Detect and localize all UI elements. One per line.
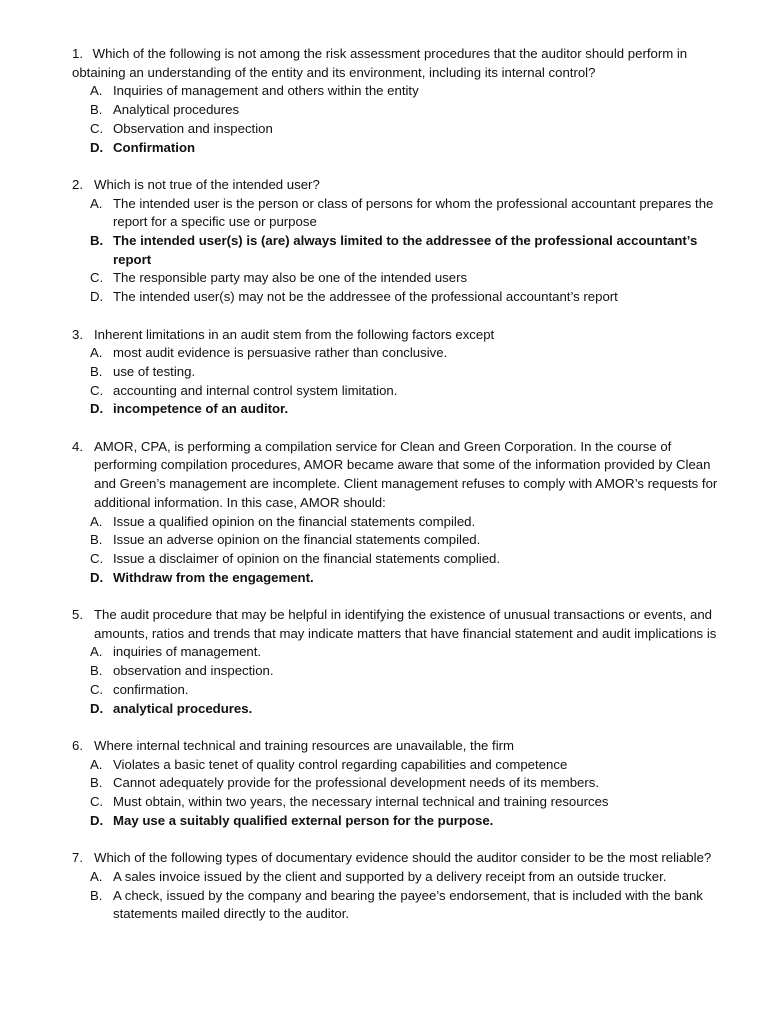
option-letter: C. bbox=[90, 120, 104, 136]
option-c bbox=[72, 382, 728, 401]
answer-options bbox=[72, 868, 728, 924]
question-stem bbox=[72, 326, 728, 345]
option-letter: B. bbox=[90, 887, 103, 903]
option-a bbox=[72, 82, 728, 101]
option-b-answer bbox=[72, 232, 728, 269]
option-letter: B. bbox=[90, 363, 103, 379]
option-letter: D. bbox=[90, 401, 104, 417]
question-4 bbox=[72, 438, 728, 588]
option-text: May use a suitably qualified external person for the purpose. bbox=[113, 812, 494, 828]
option-text: The responsible party may also be one of the intended users bbox=[113, 270, 468, 286]
option-text: observation and inspection. bbox=[113, 663, 274, 679]
answer-options bbox=[72, 344, 728, 419]
option-letter: C. bbox=[90, 794, 104, 810]
option-letter: C. bbox=[90, 681, 104, 697]
question-text: Where internal technical and training resources are unavailable, the firm bbox=[94, 737, 515, 753]
option-letter: D. bbox=[90, 569, 104, 585]
option-letter: C. bbox=[90, 382, 104, 398]
option-text: Cannot adequately provide for the professional development needs of its members. bbox=[113, 775, 600, 791]
option-text: Issue a disclaimer of opinion on the financial statements complied. bbox=[113, 550, 501, 566]
question-number: 2. bbox=[72, 176, 83, 192]
option-text: use of testing. bbox=[113, 363, 196, 379]
option-letter: D. bbox=[90, 700, 104, 716]
option-a bbox=[72, 868, 728, 887]
question-text: AMOR, CPA, is performing a compilation service for Clean and Green Corporation. In the course of performing compilation procedures, AMOR became aware that some of the information provided by Clean and Green’s management are incomplete. Client management refuses to comply with AMOR’s requests for additional information. In this case, AMOR should: bbox=[94, 438, 718, 510]
option-text: confirmation. bbox=[113, 681, 189, 697]
option-d-answer bbox=[72, 139, 728, 158]
option-text: A sales invoice issued by the client and supported by a delivery receipt from an outside trucker. bbox=[113, 868, 667, 884]
option-text: analytical procedures. bbox=[113, 700, 253, 716]
option-text: incompetence of an auditor. bbox=[113, 401, 289, 417]
option-text: accounting and internal control system limitation. bbox=[113, 382, 398, 398]
option-b bbox=[72, 531, 728, 550]
option-letter: B. bbox=[90, 775, 103, 791]
option-letter: B. bbox=[90, 532, 103, 548]
question-1 bbox=[72, 45, 728, 157]
question-5 bbox=[72, 606, 728, 718]
question-number: 7. bbox=[72, 850, 83, 866]
option-letter: A. bbox=[90, 195, 103, 211]
option-b bbox=[72, 101, 728, 120]
option-letter: C. bbox=[90, 550, 104, 566]
option-text: Inquiries of management and others within the entity bbox=[113, 83, 419, 99]
question-number: 1. bbox=[72, 46, 83, 61]
answer-options bbox=[72, 513, 728, 588]
option-b bbox=[72, 662, 728, 681]
question-3 bbox=[72, 326, 728, 420]
question-number: 6. bbox=[72, 737, 83, 753]
option-text: Observation and inspection bbox=[113, 120, 273, 136]
answer-options bbox=[72, 82, 728, 157]
option-c bbox=[72, 269, 728, 288]
answer-options bbox=[72, 195, 728, 307]
option-a bbox=[72, 643, 728, 662]
option-text: Analytical procedures bbox=[113, 102, 240, 118]
option-letter: D. bbox=[90, 812, 104, 828]
option-letter: A. bbox=[90, 756, 103, 772]
option-text: Issue an adverse opinion on the financial statements compiled. bbox=[113, 532, 481, 548]
option-c bbox=[72, 681, 728, 700]
option-letter: D. bbox=[90, 139, 104, 155]
option-b bbox=[72, 363, 728, 382]
option-text: A check, issued by the company and bearing the payee’s endorsement, that is included with the bank statements mailed directly to the auditor. bbox=[113, 887, 703, 922]
option-c bbox=[72, 793, 728, 812]
question-number: 4. bbox=[72, 438, 83, 454]
question-stem bbox=[72, 606, 728, 643]
option-letter: A. bbox=[90, 868, 103, 884]
option-letter: A. bbox=[90, 513, 103, 529]
option-text: most audit evidence is persuasive rather than conclusive. bbox=[113, 345, 448, 361]
question-text: The audit procedure that may be helpful in identifying the existence of unusual transactions or events, and amounts, ratios and trends that may indicate matters that have financial statement and audit implications is bbox=[94, 607, 717, 641]
option-d bbox=[72, 288, 728, 307]
option-text: Must obtain, within two years, the necessary internal technical and training resources bbox=[113, 794, 609, 810]
option-text: Confirmation bbox=[113, 139, 196, 155]
option-text: Issue a qualified opinion on the financial statements compiled. bbox=[113, 513, 476, 529]
question-stem bbox=[72, 849, 728, 868]
option-c bbox=[72, 120, 728, 139]
question-number: 3. bbox=[72, 326, 83, 342]
question-2 bbox=[72, 176, 728, 307]
option-d-answer bbox=[72, 812, 728, 831]
option-text: The intended user is the person or class of persons for whom the professional accountant prepares the report for a specific use or purpose bbox=[113, 195, 714, 230]
question-text: Inherent limitations in an audit stem from the following factors except bbox=[94, 326, 495, 342]
answer-options bbox=[72, 756, 728, 831]
question-text: Which is not true of the intended user? bbox=[94, 176, 320, 192]
option-letter: B. bbox=[90, 102, 103, 118]
option-a bbox=[72, 513, 728, 532]
option-letter: D. bbox=[90, 289, 104, 305]
option-text: The intended user(s) is (are) always limited to the addressee of the professional accountant’s report bbox=[113, 233, 698, 267]
option-text: inquiries of management. bbox=[113, 644, 262, 660]
option-a bbox=[72, 195, 728, 232]
question-number: 5. bbox=[72, 607, 83, 623]
option-letter: A. bbox=[90, 345, 103, 361]
question-text: Which of the following is not among the risk assessment procedures that the auditor should perform in obtaining an understanding of the entity and its environment, including its internal control? bbox=[72, 46, 688, 80]
option-a bbox=[72, 756, 728, 775]
question-text: Which of the following types of documentary evidence should the auditor consider to be the most reliable? bbox=[94, 850, 712, 866]
option-letter: A. bbox=[90, 83, 103, 99]
option-c bbox=[72, 550, 728, 569]
question-stem bbox=[72, 737, 728, 756]
option-letter: C. bbox=[90, 270, 104, 286]
option-a bbox=[72, 344, 728, 363]
question-stem bbox=[72, 176, 728, 195]
question-7 bbox=[72, 849, 728, 924]
question-stem bbox=[72, 45, 728, 82]
option-d-answer bbox=[72, 569, 728, 588]
question-6 bbox=[72, 737, 728, 831]
option-text: Withdraw from the engagement. bbox=[113, 569, 314, 585]
option-text: Violates a basic tenet of quality control regarding capabilities and competence bbox=[113, 756, 568, 772]
question-stem bbox=[72, 438, 728, 513]
option-b bbox=[72, 774, 728, 793]
option-letter: B. bbox=[90, 663, 103, 679]
option-b bbox=[72, 887, 728, 924]
answer-options bbox=[72, 643, 728, 718]
option-letter: B. bbox=[90, 233, 104, 249]
option-letter: A. bbox=[90, 644, 103, 660]
option-d-answer bbox=[72, 400, 728, 419]
option-d-answer bbox=[72, 700, 728, 719]
option-text: The intended user(s) may not be the addressee of the professional accountant’s report bbox=[113, 289, 618, 305]
